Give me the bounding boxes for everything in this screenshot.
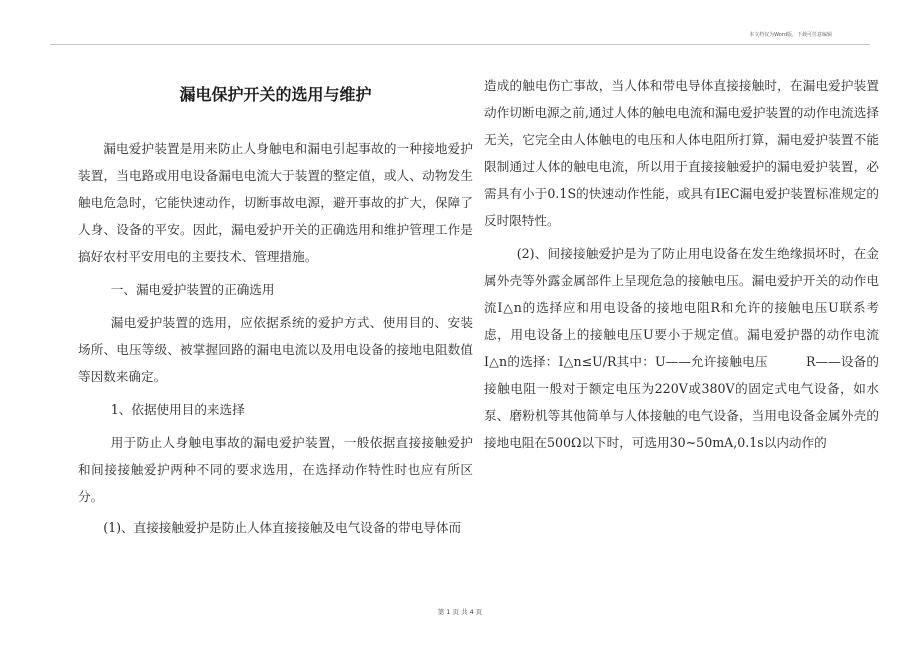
header-note: 本文档仅为Word版，下载可任意编辑	[749, 32, 832, 38]
left-column	[78, 72, 473, 541]
subsection-heading-1: 1、依据使用目的来选择	[110, 402, 245, 417]
usage-paragraph: 用于防止人身触电事故的漏电爱护装置，一般依据直接接触爱护和间接接触爱护两种不同的要求选用，在选择动作特性时也应有所区分。	[78, 435, 473, 504]
direct-contact-paragraph-start: (1)、直接接触爱护是防止人体直接接触及电气设备的带电导体而	[103, 520, 462, 535]
indirect-contact-paragraph: (2)、间接接触爱护是为了防止用电设备在发生绝缘损坏时，在金属外壳等外露金属部件上呈现危急的接触电压。漏电爱护开关的动作电流I△n的选择应和用电设备的接地电阻R和允许的接触电压U联系考虑，用电设备上的接触电压U要小于规定值。漏电爱护器的动作电流I△n的选择：I△n≤U/R其中：U——允许接触电压 R——设备的接触电阻一般对于额定电压为220V或380V的固定式电气设备，如水泵、磨粉机等其他简单与人体接触的电气设备，当用电设备金属外壳的接地电阻在500Ω以下时，可选用30~50mA,0.1s以内动作的	[484, 246, 879, 450]
selection-paragraph: 漏电爱护装置的选用，应依据系统的爱护方式、使用目的、安装场所、电压等级、被掌握回路的漏电电流以及用电设备的接地电阻数值等因数来确定。	[78, 315, 473, 384]
header-rule	[50, 44, 870, 45]
document-title: 漏电保护开关的选用与维护	[179, 85, 372, 104]
section-heading-1: 一、漏电爱护装置的正确选用	[110, 282, 275, 297]
direct-contact-paragraph-end: 造成的触电伤亡事故，当人体和带电导体直接接触时，在漏电爱护装置动作切断电源之前,通过人体的触电电流和漏电爱护装置的动作电流选择无关，它完全由人体触电的电压和人体电阻所打算，漏电爱护装置不能限制通过人体的触电电流，所以用于直接接触爱护的漏电爱护装置，必需具有小于0.1S的快速动作性能，或具有IEC漏电爱护装置标准规定的反时限特性。	[484, 78, 879, 228]
right-column	[484, 72, 879, 456]
page-footer: 第 1 页 共 4 页	[437, 608, 483, 616]
intro-paragraph: 漏电爱护装置是用来防止人身触电和漏电引起事故的一种接地爱护装置，当电路或用电设备漏电电流大于装置的整定值，或人、动物发生触电危急时，它能快速动作，切断事故电源，避开事故的扩大，保障了人身、设备的平安。因此，漏电爱护开关的正确选用和维护管理工作是搞好农村平安用电的主要技术、管理措施。	[78, 141, 473, 264]
